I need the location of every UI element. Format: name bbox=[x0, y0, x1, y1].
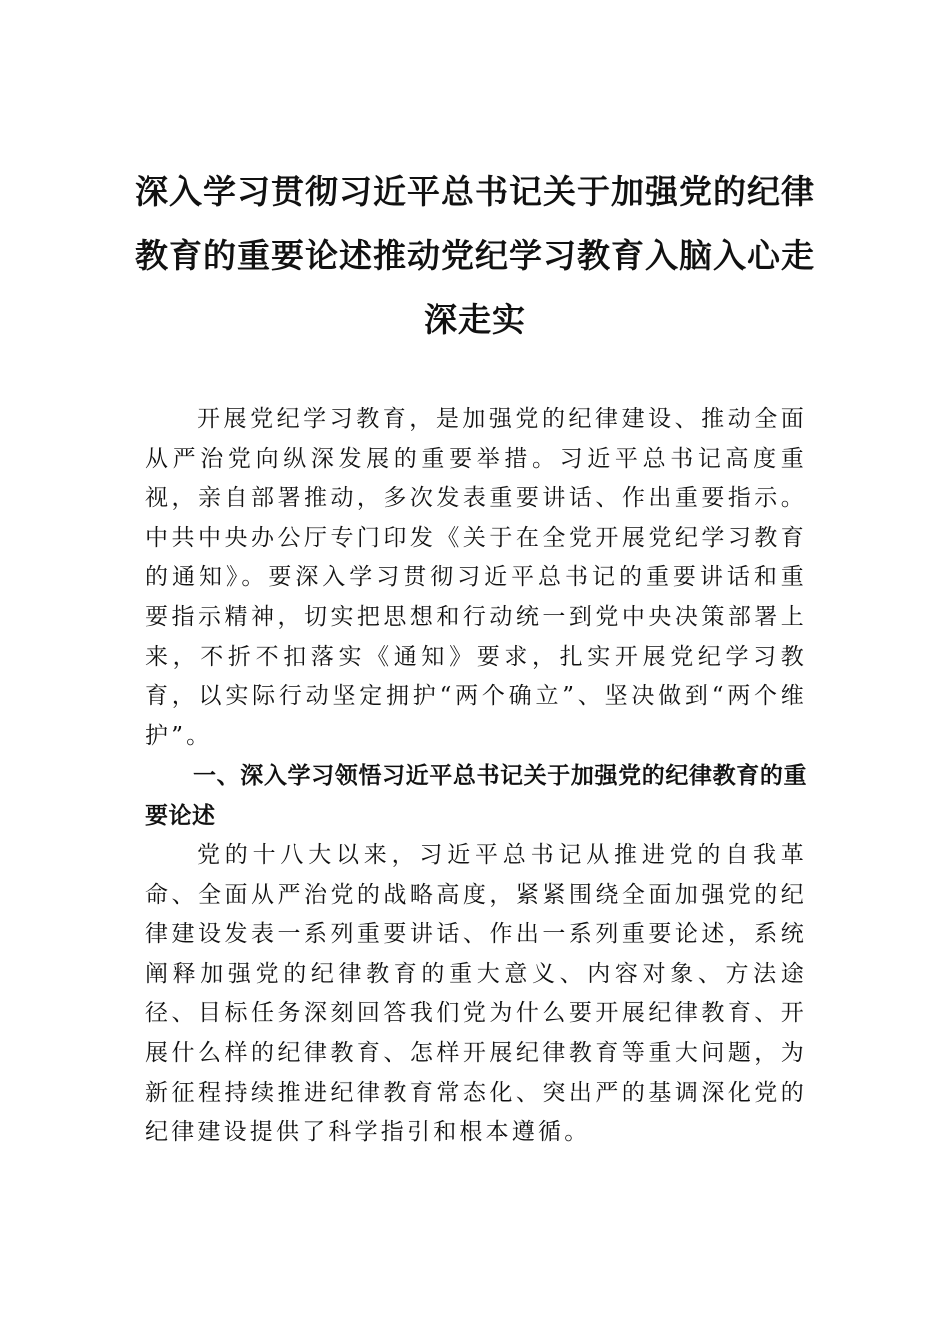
section-paragraph: 党的十八大以来，习近平总书记从推进党的自我革命、全面从严治党的战略高度，紧紧围绕全面加强党的纪律建设发表一系列重要讲话、作出一系列重要论述，系统阐释加强党的纪律教育的重大意义、内容对象、方法途径、目标任务深刻回答我们党为什么要开展纪律教育、开展什么样的纪律教育、怎样开展纪律教育等重大问题，为新征程持续推进纪律教育常态化、突出严的基调深化党的纪律建设提供了科学指引和根本遵循。 bbox=[145, 842, 807, 1146]
document-title: 深入学习贯彻习近平总书记关于加强党的纪律教育的重要论述推动党纪学习教育入脑入心走深走实 bbox=[135, 172, 815, 339]
intro-paragraph: 开展党纪学习教育，是加强党的纪律建设、推动全面从严治党向纵深发展的重要举措。习近平总书记高度重视，亲自部署推动，多次发表重要讲话、作出重要指示。中共中央办公厅专门印发《关于在全党开展党纪学习教育的通知》。要深入学习贯彻习近平总书记的重要讲话和重要指示精神，切实把思想和行动统一到党中央决策部署上来，不折不扣落实《通知》要求，扎实开展党纪学习教育，以实际行动坚定拥护“两个确立”、坚决做到“两个维护”。 bbox=[145, 406, 807, 749]
section-heading: 一、深入学习领悟习近平总书记关于加强党的纪律教育的重要论述 bbox=[145, 763, 807, 829]
